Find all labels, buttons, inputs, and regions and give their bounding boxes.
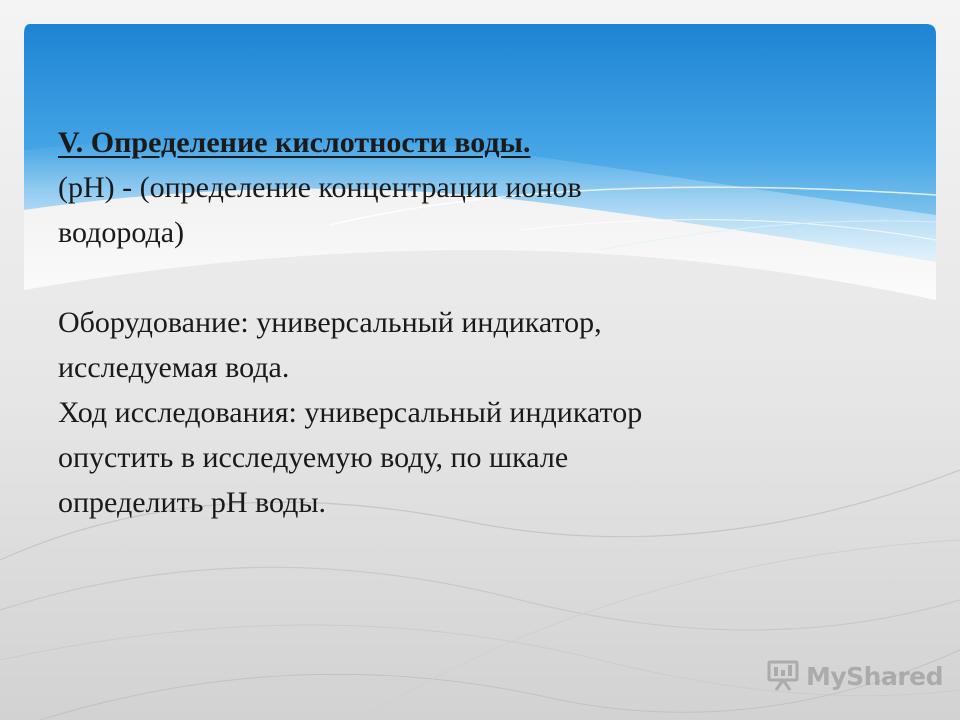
text-line: опустить в исследуемую воду, по шкале (58, 441, 569, 474)
text-line: (pH) - (определение концентрации ионов (58, 171, 582, 204)
text-line: исследуемая вода. (58, 351, 290, 384)
text-line: Ход исследования: универсальный индикатор (58, 396, 643, 429)
text-line: водорода) (58, 216, 185, 249)
text-line: определить pH воды. (58, 486, 327, 519)
slide-heading: V. Определение кислотности воды. (58, 126, 531, 159)
projector-screen-icon (766, 660, 800, 692)
swoosh-line (0, 567, 960, 630)
myshared-watermark (766, 656, 943, 696)
watermark-text: MyShared (806, 661, 944, 691)
text-line: Оборудование: универсальный индикатор, (58, 306, 602, 339)
spacer (58, 255, 918, 300)
slide-content (58, 120, 918, 525)
